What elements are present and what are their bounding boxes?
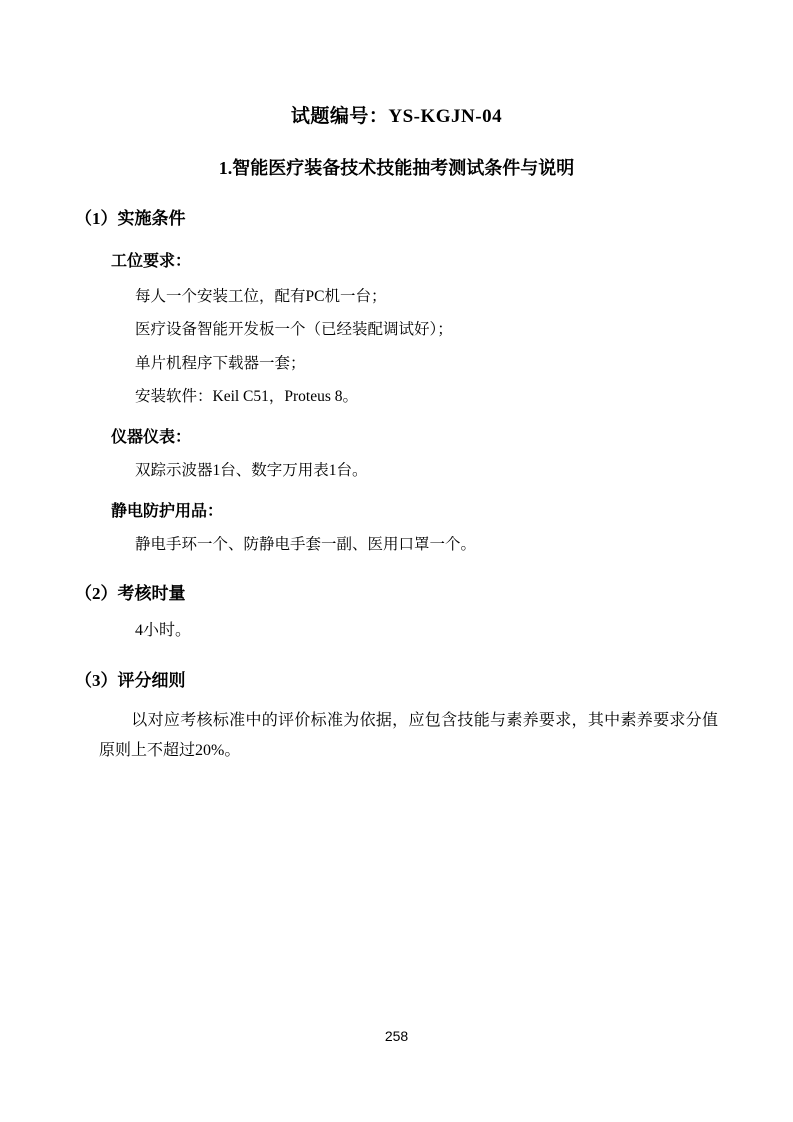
body-line: 每人一个安装工位，配有PC机一台； xyxy=(135,288,387,306)
subsection-heading-esd-supplies: 静电防护用品： xyxy=(111,503,224,521)
body-line: 医疗设备智能开发板一个（已经装配调试好）； xyxy=(135,321,453,339)
body-line: 双踪示波器1台、数字万用表1台。 xyxy=(135,461,368,479)
page-number: 258 xyxy=(384,1028,409,1044)
body-line: 静电手环一个、防静电手套一副、医用口罩一个。 xyxy=(135,536,477,554)
body-line: 单片机程序下载器一套； xyxy=(135,354,306,372)
section-heading-3: （3）评分细则 xyxy=(75,671,186,691)
paragraph-scoring-rules xyxy=(75,706,718,765)
section-heading-2: （2）考核时量 xyxy=(75,584,186,604)
page-title: 试题编号：YS-KGJN-04 xyxy=(290,106,503,127)
subsection-heading-workstation: 工位要求： xyxy=(111,253,192,271)
section-heading-1: （1）实施条件 xyxy=(75,209,186,229)
body-line: 安装软件：Keil C51，Proteus 8。 xyxy=(135,387,359,405)
subsection-heading-instruments: 仪器仪表： xyxy=(111,428,192,446)
document-subtitle: 1.智能医疗装备技术技能抽考测试条件与说明 xyxy=(218,158,575,179)
paragraph-text-line-2: 其中素养要求分值原则上不超过20%。 xyxy=(99,712,718,759)
paragraph-text-line-1: 以对应考核标准中的评价标准为依据，应包含技能与素养要求， xyxy=(131,712,588,730)
body-line: 4小时。 xyxy=(135,622,192,640)
